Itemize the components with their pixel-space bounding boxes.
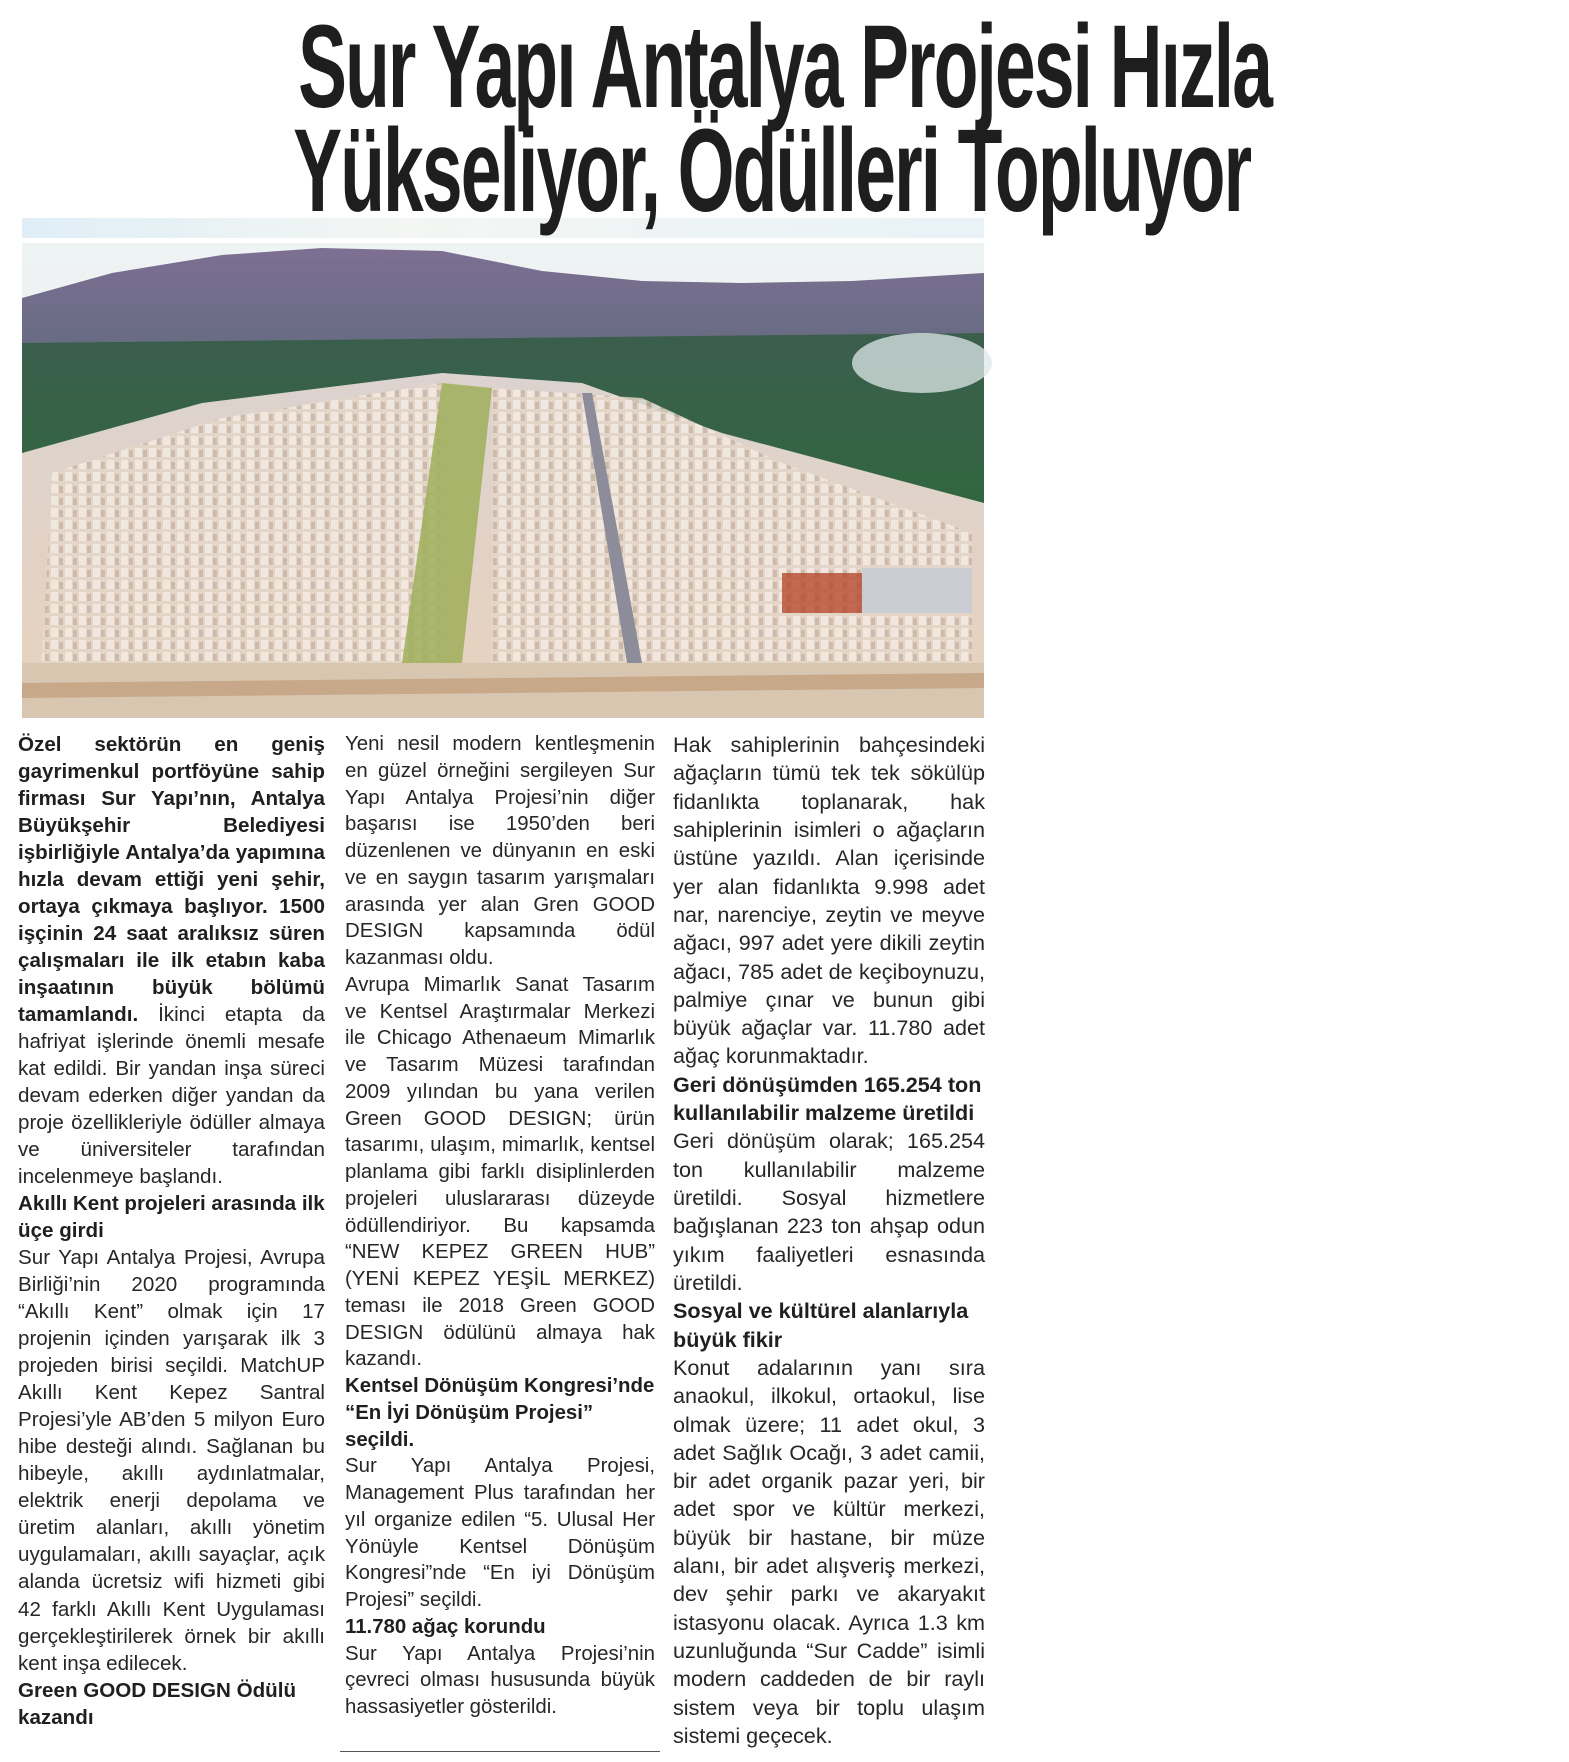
subheading: Akıllı Kent projeleri arasında ilk üçe girdi [18,1192,325,1243]
aerial-city-illustration [22,243,984,718]
lead-text: İkinci etapta da hafriyat işlerinde önemli mesafe kat edildi. Bir yandan inşa süreci devam ederken diğer yandan da proje özellikleriyle ödüller almaya ve üniversiteler tarafından incelenmeye başlandı. [18,1003,325,1189]
paragraph: Konut adalarının yanı sıra anaokul, ilkokul, ortaokul, lise olmak üzere; 11 adet okul, 3 adet Sağlık Ocağı, 3 adet camii, bir adet organik pazar yeri, bir adet spor ve kültür merkezi, büyük bir hastane, bir müze alanı, bir adet alışveriş merkezi, dev şehir parkı ve akaryakıt istasyonu olacak. Ayrıca 1.3 km uzunluğunda “Sur Cadde” isimli modern caddeden de bir raylı sistem veya bir toplu ulaşım sistemi geçecek. [673,1354,985,1748]
subheading: Sosyal ve kültürel alanlarıyla büyük fikir [673,1298,969,1352]
paragraph: Sur Yapı Antalya Projesi’nin çevreci olması hususunda büyük hassasiyetler gösterildi. [345,1642,655,1718]
aerial-city-rendering-image [22,243,984,718]
article-column-right [673,731,985,1750]
paragraph: Yeni nesil modern kentleşmenin en güzel örneğini sergileyen Sur Yapı Antalya Projesi’nin diğer başarısı ise 1950’den beri düzenlenen ve dünyanın en eski ve en saygın tasarım yarışmaları arasında yer alan Gren GOOD DESIGN kapsamında ödül kazanması oldu. [345,733,655,969]
headline-text-1: Sur Yapı Antalya Projesi Hızla [298,1,1272,133]
headline-line-2 [0,105,1251,237]
article-column-left [18,731,325,1731]
cloud [852,333,992,393]
paragraph: Avrupa Mimarlık Sanat Tasarım ve Kentsel Araştırmalar Merkezi ile Chicago Athenaeum Mimarlık ve Tasarım Müzesi tarafından 2009 yılından bu yana verilen Green GOOD DESIGN; ürün tasarımı, ulaşım, mimarlık, kentsel planlama gibi farklı disiplinlerden projeleri uluslararası düzeyde ödüllendiriyor. Bu kapsamda “NEW KEPEZ GREEN HUB” (YENİ KEPEZ YEŞİL MERKEZ) teması ile 2018 Green GOOD DESIGN ödülünü almaya hak kazandı. [345,973,655,1371]
subheading: 11.780 ağaç korundu [345,1615,546,1638]
paragraph: Geri dönüşüm olarak; 165.254 ton kullanılabilir malzeme üretildi. Sosyal hizmetlere bağışlanan 223 ton ahşap odun yıkım faaliyetleri esnasında üretildi. [673,1128,985,1295]
column-end-rule [340,1751,660,1752]
headline [0,0,1272,240]
headline-text-2: Yükseliyor, Ödülleri Topluyor [293,105,1251,237]
paragraph: Hak sahiplerinin bahçesindeki ağaçların tümü tek tek sökülüp fidanlıkta toplanarak, hak sahiplerinin isimleri o ağaçların üstüne yazıldı. Alan içerisinde yer alan fidanlıkta 9.998 adet nar, narenciye, zeytin ve meyve ağacı, 997 adet yere dikili zeytin ağacı, 785 adet de keçiboynuzu, palmiye çınar ve bunun gibi büyük ağaçlar var. 11.780 adet ağaç korunmaktadır. [673,732,985,1069]
subheading: Kentsel Dönüşüm Kongresi’nde “En İyi Dönüşüm Projesi” seçildi. [345,1375,655,1451]
article-column-middle [345,731,655,1721]
lead-bold-text: Özel sektörün en geniş gayrimenkul portföyüne sahip firması Sur Yapı’nın, Antalya Büyükşehir Belediyesi işbirliğiyle Antalya’da yapımına hızla devam ettiği yeni şehir, ortaya çıkmaya başlıyor. 1500 işçinin 24 saat aralıksız süren çalışmaları ile ilk etabın kaba inşaatının büyük bölümü tamamlandı. [18,733,325,1027]
grey-roof-building [862,568,972,613]
lead-paragraph [18,731,325,1190]
paragraph: Sur Yapı Antalya Projesi, Management Plus tarafından her yıl organize edilen “5. Ulusal Her Yönüyle Kentsel Dönüşüm Kongresi”nde “En iyi Dönüşüm Projesi” seçildi. [345,1455,655,1611]
paragraph: Sur Yapı Antalya Projesi, Avrupa Birliği’nin 2020 programında “Akıllı Kent” olmak için 17 projenin içinden yarışarak ilk 3 projeden birisi seçildi. MatchUP Akıllı Kent Kepez Santral Projesi’yle AB’den 5 milyon Euro hibe desteği alındı. Sağlanan bu hibeyle, akıllı aydınlatmalar, elektrik enerji depolama ve üretim alanları, akıllı yönetim uygulamaları, akıllı sayaçlar, açık alanda ücretsiz wifi hizmeti gibi 42 farklı Akıllı Kent Uygulaması gerçekleştirilerek örnek bir akıllı kent inşa edilecek. [18,1246,325,1675]
subheading: Geri dönüşümden 165.254 ton kullanılabilir malzeme üretildi [673,1071,982,1126]
subheading: Green GOOD DESIGN Ödülü kazandı [18,1678,297,1729]
